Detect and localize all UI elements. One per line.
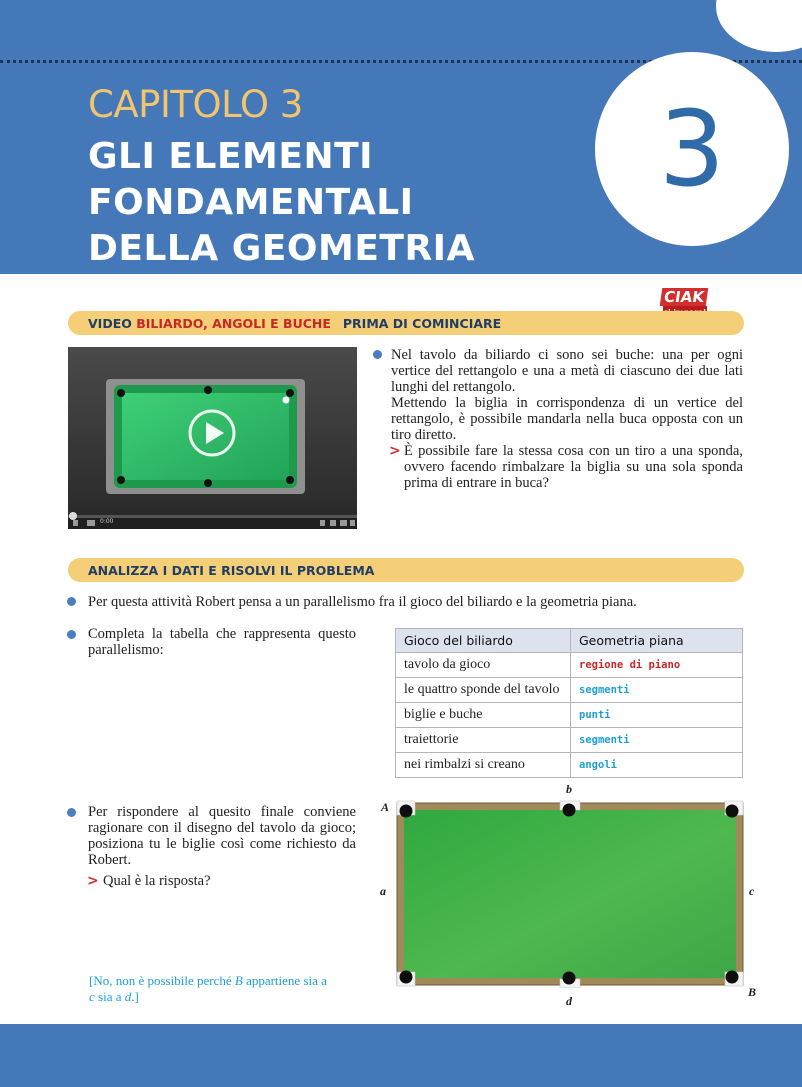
video-suffix: PRIMA DI COMINCIARE [342,315,502,331]
video-paragraph-1: Nel tavolo da biliardo ci sono sei buche: una per ogni vertice del rettangolo e una a metà di ciascuno dei due lati lunghi del rettangolo. [391,347,743,395]
pocket-bottom-left [400,971,413,984]
pocket-d [563,972,576,985]
answer-part: [No, non è possibile perché [89,973,235,988]
table-cell: le quattro sponde del tavolo [396,678,571,703]
table-cell: nei rimbalzi si creano [396,753,571,778]
analysis-title: ANALIZZA I DATI E RISOLVI IL PROBLEMA [88,562,375,578]
volume-icon[interactable] [87,520,95,526]
pocket-top-right [726,805,739,818]
answer-var-d: d [124,989,132,1004]
bullet-icon [67,597,76,606]
chapter-title-line-2: FONDAMENTALI [88,182,414,223]
answer-part: .] [131,989,139,1004]
table-row [396,703,743,728]
label-B: B [748,985,757,999]
video-player[interactable] [68,347,357,529]
parallelism-table [395,628,743,778]
label-b: b [566,782,572,796]
ciak-logo-title: CIAK [660,288,709,306]
table-row [396,753,743,778]
billiard-table-diagram[interactable] [395,798,745,988]
table-cell: tavolo da gioco [396,653,571,678]
table-header-row [396,629,743,653]
pocket-b [563,804,576,817]
chapter-title-line-1: GLI ELEMENTI [88,136,374,177]
table-row [396,653,743,678]
table-answer-cell[interactable]: punti [571,703,743,728]
analysis-bullet-3: Per rispondere al quesito finale conviene ragionare con il disegno del tavolo da gioco; posiziona tu le biglie così come richiesto da Robert. [88,804,356,868]
bullet-icon [67,630,76,639]
video-question: È possibile fare la stessa cosa con un tiro a una sponda, ovvero facendo rimbalzare la biglia su una sola sponda prima di entrare in buca? [404,443,743,491]
table-header: Geometria piana [571,629,743,653]
corner-decoration [716,0,802,52]
table-header: Gioco del biliardo [396,629,571,653]
table-answer-cell[interactable]: angoli [571,753,743,778]
bullet-icon [67,808,76,817]
chapter-title-line-3: DELLA GEOMETRIA [88,228,475,269]
arrow-icon: > [87,873,99,889]
pause-icon[interactable] [73,520,78,526]
answer-text [89,973,329,1005]
analysis-section-bar [68,558,744,582]
progress-knob[interactable] [69,512,77,520]
table-row [396,678,743,703]
video-controls[interactable] [68,515,357,529]
page-footer [0,1024,802,1087]
pocket-B [726,971,739,984]
label-c: c [749,884,755,898]
arrow-icon: > [389,443,401,459]
settings-icon[interactable] [320,520,325,526]
play-icon[interactable] [187,408,237,458]
table-answer-cell[interactable]: regione di piano [571,653,743,678]
pocket-A [400,805,413,818]
video-section-bar [68,311,744,335]
analysis-question: Qual è la risposta? [103,873,211,889]
table-row [396,728,743,753]
bullet-icon [373,350,382,359]
table-cell: traiettorie [396,728,571,753]
label-A: A [381,800,390,814]
analysis-bullet-2: Completa la tabella che rappresenta questo parallelismo: [88,626,356,658]
table-answer-cell[interactable]: segmenti [571,678,743,703]
video-paragraph-2: Mettendo la biglia in corrispondenza di un vertice del rettangolo, è possibile mandarla nella buca opposta con un tiro diretto. [391,395,743,443]
chapter-number: 3 [658,88,726,210]
analysis-bullet-1: Per questa attività Robert pensa a un parallelismo fra il gioco del biliardo e la geometria piana. [88,594,637,610]
table-cell: biglie e buche [396,703,571,728]
screen-size-icon[interactable] [340,520,347,526]
answer-part: sia a [94,989,125,1004]
chapter-label: CAPITOLO 3 [88,83,303,126]
video-prefix: VIDEO [88,315,132,331]
label-d: d [566,994,572,1008]
chapter-header [0,0,802,274]
video-title[interactable]: BILIARDO, ANGOLI E BUCHE [136,315,331,331]
answer-var-b: B [234,973,243,988]
label-a: a [380,884,386,898]
captions-icon[interactable] [330,520,336,526]
video-time: 0:00 [100,518,114,525]
fullscreen-icon[interactable] [350,520,355,526]
answer-part: appartiene sia a [242,973,327,988]
answer-var-c: c [89,989,95,1004]
table-answer-cell[interactable]: segmenti [571,728,743,753]
